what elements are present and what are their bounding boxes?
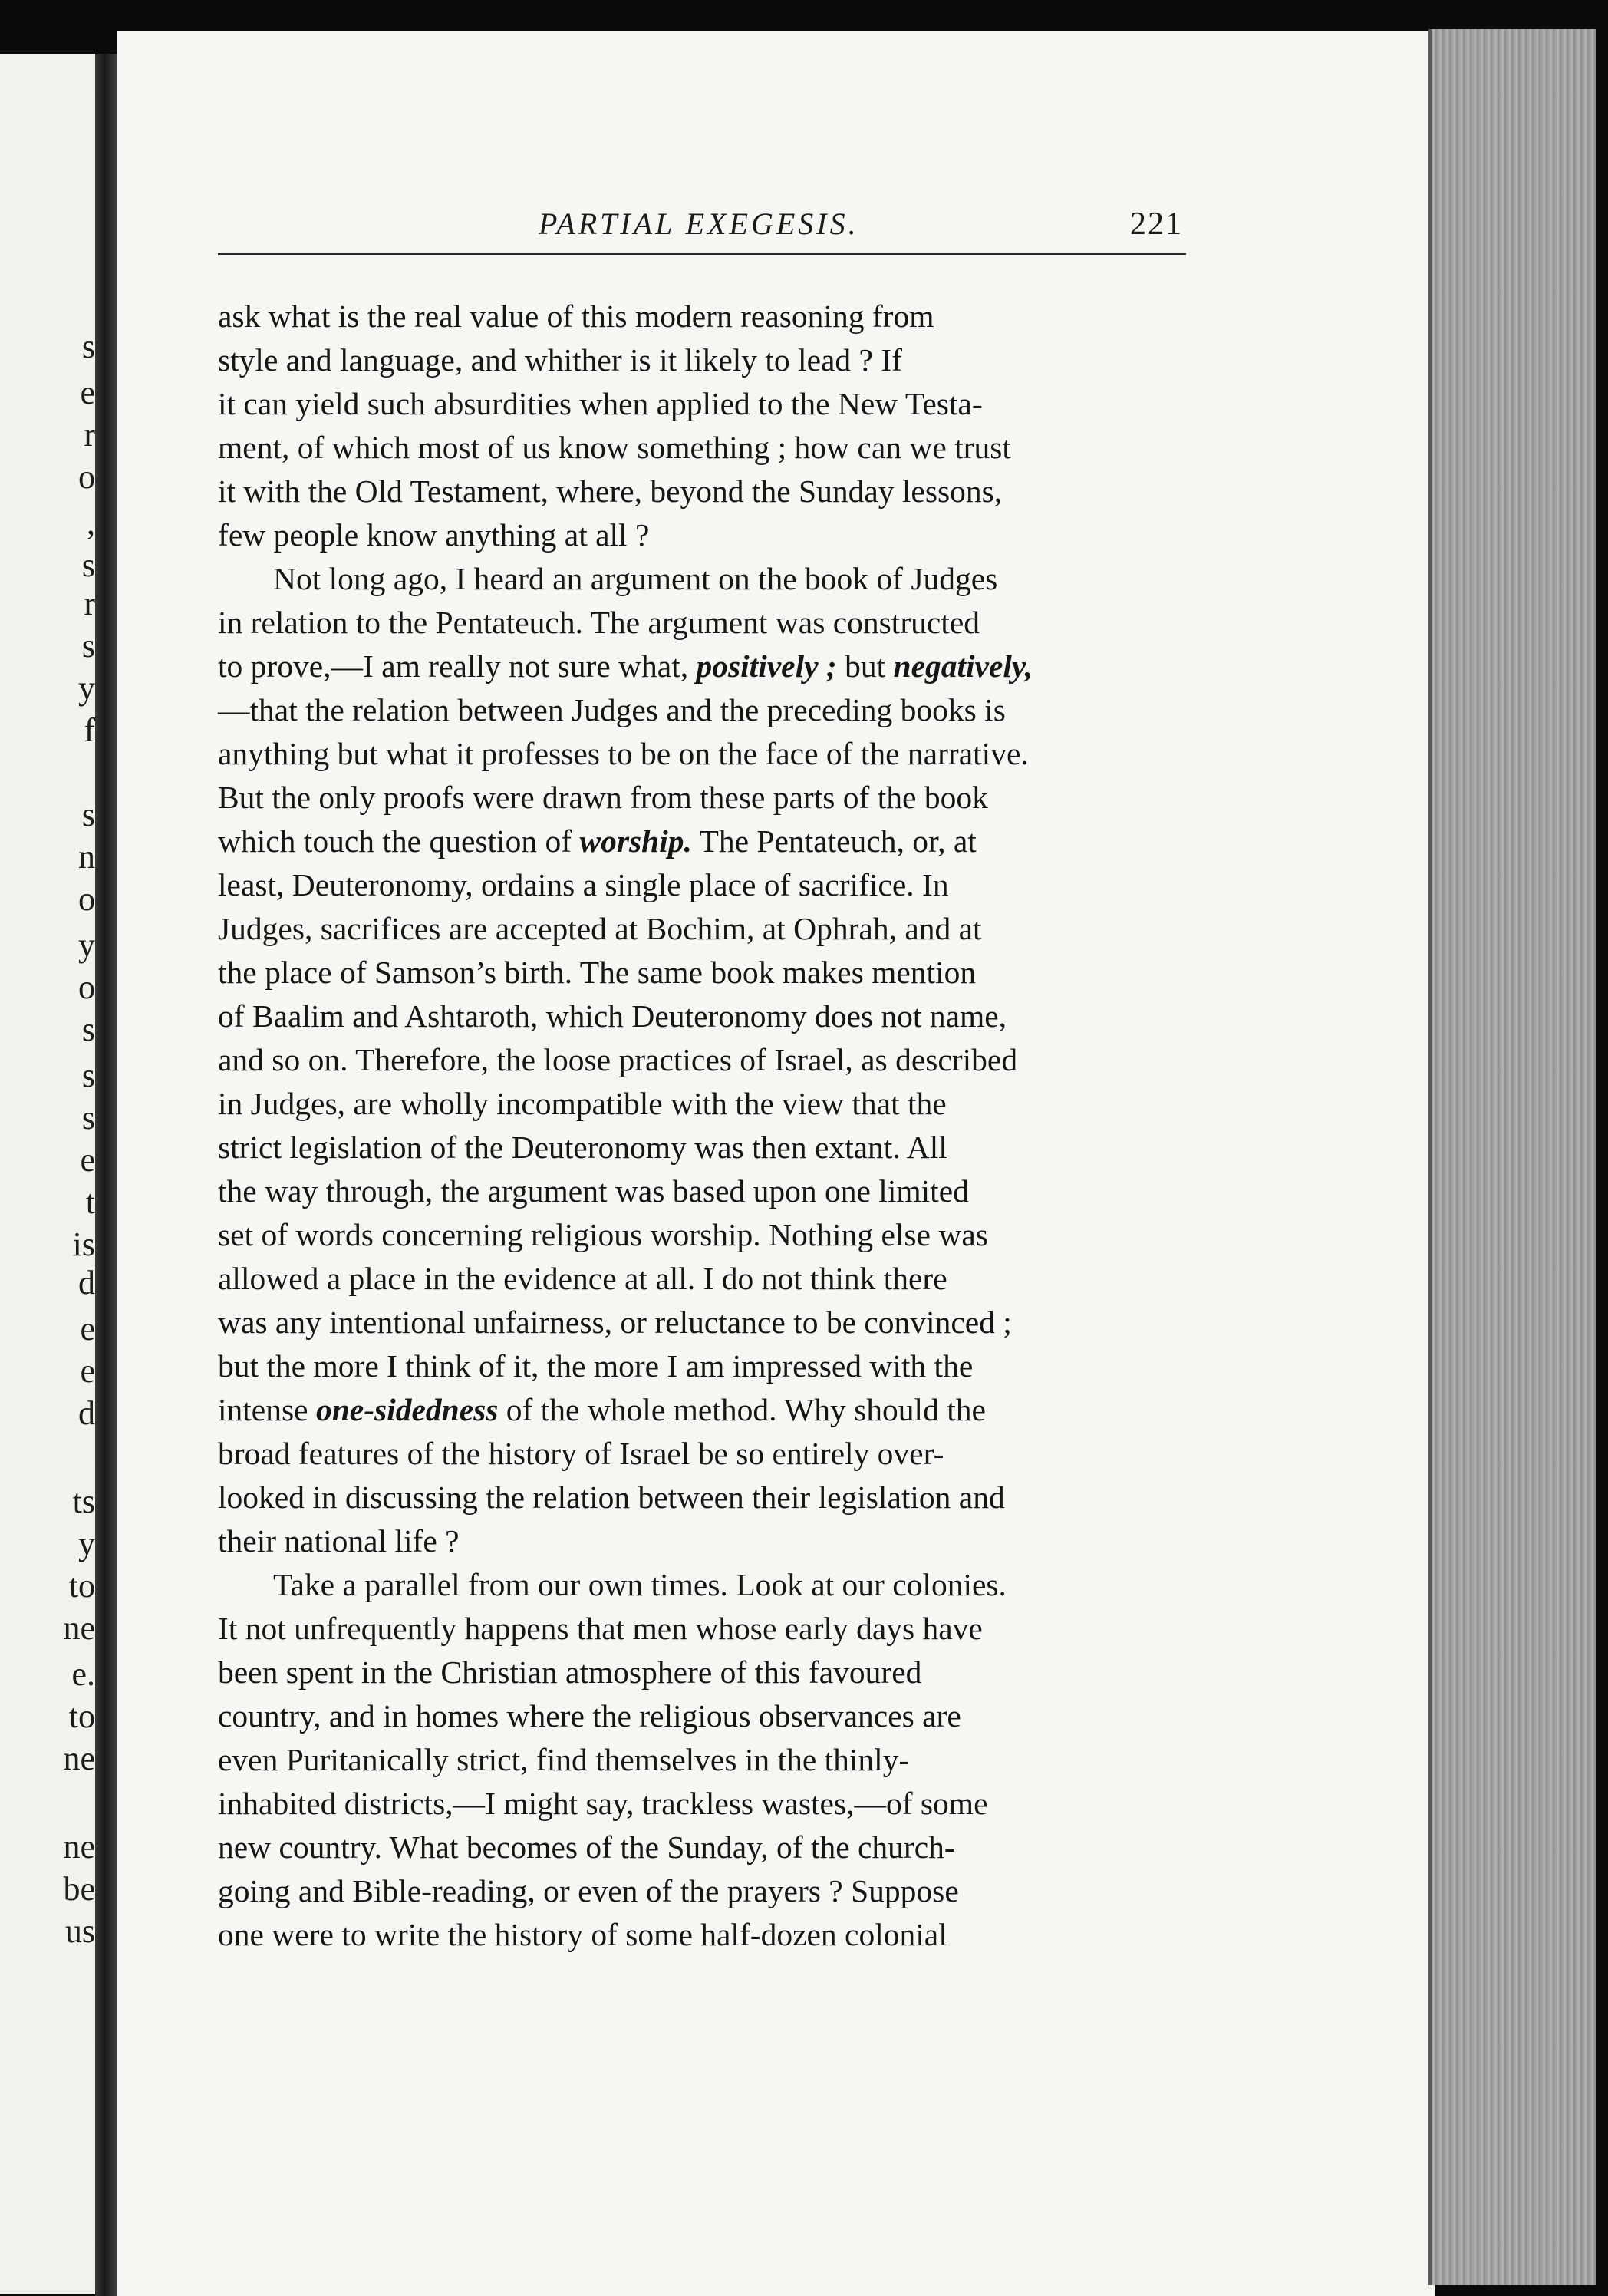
text-line: least, Deuteronomy, ordains a single place of sacrifice. In — [218, 867, 949, 902]
left-page-fragment: to — [68, 1697, 95, 1735]
text-line: their national life ? — [218, 1523, 460, 1559]
text-line: It not unfrequently happens that men whose early days have — [218, 1611, 983, 1646]
left-page-fragment: ne — [63, 1740, 95, 1777]
page-edges — [1428, 29, 1596, 2285]
left-page-fragment: r — [84, 416, 95, 454]
left-page-fragment: be — [63, 1870, 95, 1908]
text-line: was any intentional unfairness, or reluctance to be convinced ; — [218, 1305, 1012, 1340]
text-line: even Puritanically strict, find themselves in the thinly- — [218, 1742, 910, 1777]
text-line: —that the relation between Judges and the preceding books is — [218, 692, 1006, 727]
left-page-fragment: s — [81, 627, 95, 665]
text-line: Take a parallel from our own times. Look at our colonies. — [273, 1567, 1007, 1602]
left-page-fragment: s — [81, 796, 95, 833]
left-page-fragment: e. — [71, 1655, 95, 1693]
running-head-title: PARTIAL EXEGESIS. — [539, 206, 859, 241]
left-page-text-fragments — [0, 0, 95, 2296]
text-line: new country. What becomes of the Sunday, of the church- — [218, 1829, 955, 1865]
emphasis: one-sidedness — [315, 1392, 499, 1427]
text-line: strict legislation of the Deuteronomy was then extant. All — [218, 1130, 947, 1165]
text-line: the way through, the argument was based upon one limited — [218, 1173, 969, 1209]
text-line: Not long ago, I heard an argument on the book of Judges — [273, 561, 998, 596]
left-page-fragment: s — [81, 1011, 95, 1048]
page-number: 221 — [1130, 206, 1183, 242]
left-page-fragment: s — [81, 1057, 95, 1094]
left-page-fragment: o — [78, 968, 95, 1006]
left-page-fragment: e — [80, 374, 95, 411]
text-line: anything but what it professes to be on the face of the narrative. — [218, 736, 1029, 771]
left-page-fragment: e — [80, 1141, 95, 1179]
text-line: and so on. Therefore, the loose practices of Israel, as described — [218, 1042, 1018, 1077]
text-line: Judges, sacrifices are accepted at Bochim, at Ophrah, and at — [218, 911, 982, 946]
left-page-fragment: r — [84, 585, 95, 622]
left-page-fragment: e — [80, 1310, 95, 1348]
text-line: But the only proofs were drawn from these parts of the book — [218, 780, 988, 815]
text-line: intense one-sidedness of the whole method. Why should the — [218, 1392, 986, 1427]
left-page-fragment: t — [85, 1183, 95, 1221]
text-line: in Judges, are wholly incompatible with the view that the — [218, 1086, 947, 1121]
left-page-fragment: f — [84, 711, 95, 749]
text-line: to prove,—I am really not sure what, positively ; but negatively, — [218, 648, 1033, 684]
left-page-fragment: o — [78, 458, 95, 496]
emphasis: worship. — [579, 823, 692, 859]
left-page-fragment: ts — [72, 1483, 95, 1520]
text-line: country, and in homes where the religious observances are — [218, 1698, 961, 1734]
text-line: ment, of which most of us know something ; how can we trust — [218, 430, 1011, 465]
left-page-fragment: d — [78, 1394, 95, 1432]
text-line: allowed a place in the evidence at all. I do not think there — [218, 1261, 947, 1296]
body-text — [218, 295, 1197, 1957]
text-line: set of words concerning religious worship. Nothing else was — [218, 1217, 988, 1252]
left-page-fragment: s — [81, 328, 95, 365]
left-page-fragment: d — [78, 1264, 95, 1301]
text-line: ask what is the real value of this modern reasoning from — [218, 299, 934, 334]
left-page-fragment: ne — [63, 1609, 95, 1647]
text-line: inhabited districts,—I might say, trackless wastes,—of some — [218, 1786, 988, 1821]
left-page-fragment: y — [78, 1525, 95, 1562]
left-page-fragment: y — [78, 669, 95, 707]
emphasis: negatively, — [893, 648, 1033, 684]
left-page-fragment: to — [68, 1567, 95, 1605]
text-line: of Baalim and Ashtaroth, which Deuteronomy does not name, — [218, 998, 1007, 1034]
left-page-fragment: o — [78, 880, 95, 918]
left-page-fragment: y — [78, 926, 95, 964]
text-line: looked in discussing the relation between their legislation and — [218, 1480, 1005, 1515]
text-line: it can yield such absurdities when applied to the New Testa- — [218, 386, 983, 421]
header-rule — [218, 253, 1186, 255]
left-page-fragment: us — [64, 1912, 95, 1950]
text-line: been spent in the Christian atmosphere of this favoured — [218, 1654, 922, 1690]
text-line: one were to write the history of some half-dozen colonial — [218, 1917, 947, 1952]
text-line: broad features of the history of Israel be so entirely over- — [218, 1436, 944, 1471]
left-page-fragment: is — [72, 1226, 95, 1263]
emphasis: positively ; — [696, 648, 837, 684]
left-page-fragment: n — [78, 838, 95, 876]
left-page-fragment: s — [81, 1099, 95, 1136]
book-gutter — [95, 54, 118, 2296]
running-head — [224, 206, 1183, 244]
left-page-fragment: ne — [63, 1828, 95, 1866]
text-line: but the more I think of it, the more I am impressed with the — [218, 1348, 974, 1384]
text-line: few people know anything at all ? — [218, 517, 650, 553]
text-line: the place of Samson’s birth. The same book makes mention — [218, 955, 977, 990]
left-page-fragment: e — [80, 1352, 95, 1390]
left-page-fragment: s — [81, 546, 95, 584]
text-line: style and language, and whither is it likely to lead ? If — [218, 342, 902, 378]
text-line: going and Bible-reading, or even of the prayers ? Suppose — [218, 1873, 959, 1908]
left-page-fragment: , — [87, 504, 95, 542]
text-line: which touch the question of worship. The Pentateuch, or, at — [218, 823, 977, 859]
text-line: it with the Old Testament, where, beyond the Sunday lessons, — [218, 473, 1003, 509]
text-line: in relation to the Pentateuch. The argument was constructed — [218, 605, 980, 640]
